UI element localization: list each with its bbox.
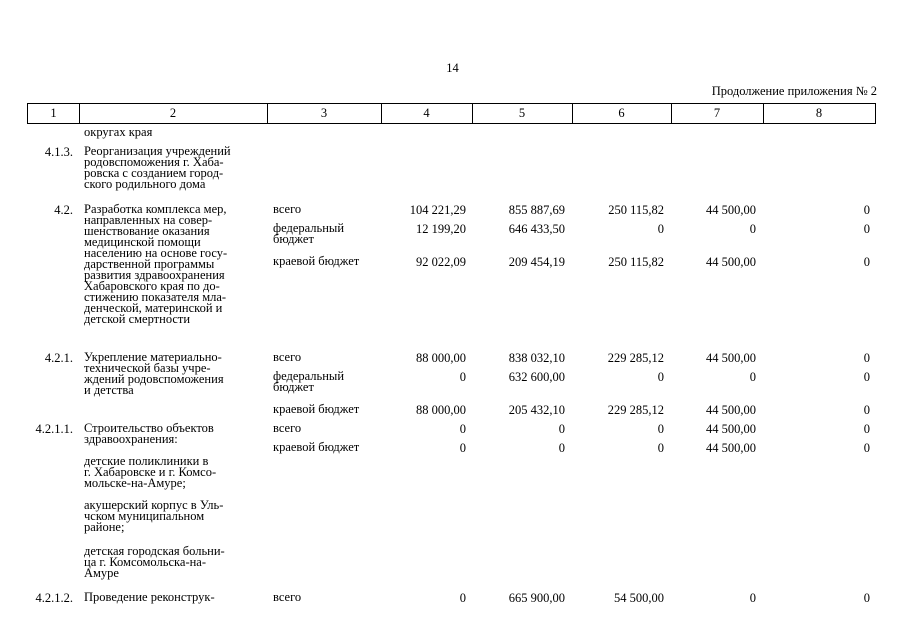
amount-c6: 250 115,82	[608, 203, 664, 217]
amount-c5: 838 032,10	[508, 351, 565, 365]
header-col-8: 8	[815, 106, 823, 120]
continuation-label: Продолжение приложения № 2	[711, 84, 877, 98]
row-name-line: родовспоможения г. Хаба-	[84, 155, 224, 169]
row-name-line: ца г. Комсомольска-на-	[84, 555, 207, 569]
header-col-7: 7	[713, 106, 721, 120]
row-name-line: Разработка комплекса мер,	[84, 202, 227, 216]
row-name-line: шенствование оказания	[84, 224, 210, 238]
row-code: 4.2.1.1.	[35, 422, 73, 436]
amount-c8: 0	[863, 370, 870, 384]
amount-c7: 0	[749, 370, 756, 384]
amount-c5: 646 433,50	[508, 222, 565, 236]
header-col-1: 1	[50, 106, 57, 120]
amount-c8: 0	[863, 203, 870, 217]
amount-c6: 0	[657, 222, 664, 236]
row-name-line: Укрепление материально-	[84, 350, 222, 364]
amount-c7: 44 500,00	[706, 441, 756, 455]
row-name-line: дарственной программы	[84, 257, 215, 271]
amount-c8: 0	[863, 351, 870, 365]
amount-c4: 0	[459, 591, 466, 605]
amount-c7: 0	[749, 222, 756, 236]
row-code: 4.2.1.2.	[35, 591, 73, 605]
amount-c8: 0	[863, 222, 870, 236]
amount-c5: 0	[558, 422, 565, 436]
amount-c7: 0	[749, 591, 756, 605]
funding-source: федеральный	[273, 369, 345, 383]
row-name-line: г. Хабаровске и г. Комсо-	[84, 465, 217, 479]
row-name-line: ровска с созданием город-	[84, 166, 224, 180]
table-header-row	[27, 103, 876, 124]
amount-c8: 0	[863, 422, 870, 436]
header-col-2: 2	[169, 106, 177, 120]
amount-c7: 44 500,00	[706, 203, 756, 217]
amount-c5: 665 900,00	[508, 591, 565, 605]
amount-c5: 209 454,19	[508, 255, 565, 269]
row-name-line: Реорганизация учреждений	[84, 144, 231, 158]
row-name-line: денческой, материнской и	[84, 301, 223, 315]
amount-c6: 0	[657, 370, 664, 384]
row-name-line: Строительство объектов	[84, 421, 214, 435]
funding-source: бюджет	[273, 380, 314, 394]
amount-c6: 0	[657, 422, 664, 436]
amount-c8: 0	[863, 255, 870, 269]
row-name-line: мольске-на-Амуре;	[84, 476, 186, 490]
amount-c4: 0	[459, 370, 466, 384]
row-name-line: Проведение реконструк-	[84, 590, 215, 604]
funding-source: всего	[273, 590, 302, 604]
amount-c8: 0	[863, 441, 870, 455]
row-name-line: медицинской помощи	[84, 235, 201, 249]
amount-c8: 0	[863, 591, 870, 605]
row-name-line: технической базы учре-	[84, 361, 211, 375]
amount-c6: 229 285,12	[607, 403, 664, 417]
funding-source: всего	[273, 421, 302, 435]
amount-c5: 205 432,10	[508, 403, 565, 417]
amount-c7: 44 500,00	[706, 403, 756, 417]
funding-source: краевой бюджет	[273, 254, 360, 268]
amount-c4: 12 199,20	[416, 222, 466, 236]
page-number: 14	[446, 61, 459, 75]
row-name-line: развития здравоохранения	[84, 268, 225, 282]
amount-c7: 44 500,00	[706, 351, 756, 365]
funding-source: краевой бюджет	[273, 440, 360, 454]
row-name-line: ского родильного дома	[84, 177, 206, 191]
amount-c7: 44 500,00	[706, 422, 756, 436]
row-code: 4.2.	[54, 203, 73, 217]
row-code: 4.1.3.	[44, 145, 73, 159]
row-name-line: детская городская больни-	[84, 544, 225, 558]
row-name-line: чском муниципальном	[84, 509, 205, 523]
amount-c4: 104 221,29	[409, 203, 466, 217]
funding-source: всего	[273, 202, 302, 216]
amount-c6: 250 115,82	[608, 255, 664, 269]
header-col-3: 3	[320, 106, 328, 120]
row-name-line: округах края	[84, 125, 153, 139]
amount-c5: 0	[558, 441, 565, 455]
header-col-5: 5	[518, 106, 526, 120]
amount-c6: 0	[657, 441, 664, 455]
row-name-line: детской смертности	[84, 312, 191, 326]
amount-c6: 54 500,00	[614, 591, 664, 605]
amount-c4: 0	[459, 422, 466, 436]
amount-c4: 88 000,00	[416, 351, 466, 365]
row-name-line: ждений родовспоможения	[84, 372, 224, 386]
amount-c4: 88 000,00	[416, 403, 466, 417]
funding-source: бюджет	[273, 232, 314, 246]
row-name-line: здравоохранения:	[84, 432, 178, 446]
row-name-line: стижению показателя мла-	[84, 290, 227, 304]
row-name-line: детские поликлиники в	[84, 454, 209, 468]
row-name-line: Амуре	[84, 566, 119, 580]
row-name-line: Хабаровского края по до-	[84, 279, 220, 293]
header-col-4: 4	[423, 106, 430, 120]
amount-c6: 229 285,12	[607, 351, 664, 365]
amount-c5: 632 600,00	[508, 370, 565, 384]
amount-c4: 0	[459, 441, 466, 455]
row-name-line: акушерский корпус в Уль-	[84, 498, 224, 512]
amount-c8: 0	[863, 403, 870, 417]
row-name-line: районе;	[84, 520, 125, 534]
row-name-line: и детства	[84, 383, 134, 397]
row-name-line: населению на основе госу-	[84, 246, 228, 260]
header-col-6: 6	[618, 106, 625, 120]
funding-source: всего	[273, 350, 302, 364]
funding-source: федеральный	[273, 221, 345, 235]
amount-c5: 855 887,69	[508, 203, 565, 217]
funding-source: краевой бюджет	[273, 402, 360, 416]
amount-c7: 44 500,00	[706, 255, 756, 269]
amount-c4: 92 022,09	[416, 255, 466, 269]
row-code: 4.2.1.	[44, 351, 73, 365]
row-name-line: направленных на совер-	[84, 213, 213, 227]
